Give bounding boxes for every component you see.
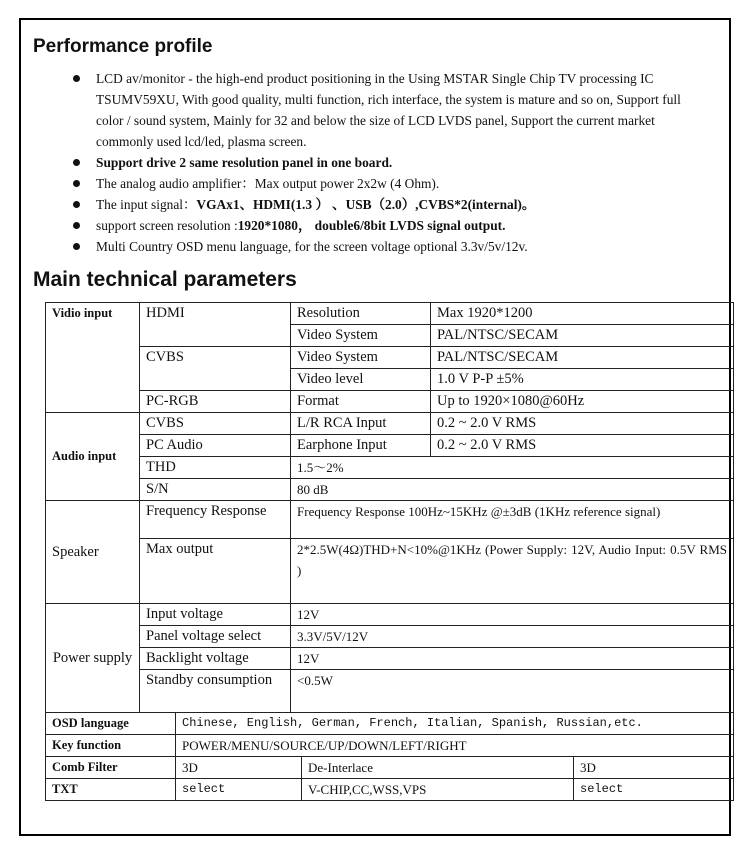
video-input-label: Vidio input <box>46 303 140 413</box>
bullet-icon <box>73 180 80 187</box>
table-row: Comb Filter 3D De-Interlace 3D <box>46 757 734 779</box>
list-item: Support drive 2 same resolution panel in one board. <box>68 152 708 173</box>
bullet-icon <box>73 75 80 82</box>
power-supply-label: Power supply <box>46 604 140 713</box>
table-row: THD 1.5～2% <box>46 457 734 479</box>
bullet-icon <box>73 222 80 229</box>
bullet-icon <box>73 159 80 166</box>
table-row: Video System PAL/NTSC/SECAM <box>46 325 734 347</box>
table-row: Max output 2*2.5W(4Ω)THD+N<10%@1KHz (Power Supply: 12V, Audio Input: 0.5V RMS ) <box>46 539 734 604</box>
technical-title: Main technical parameters <box>33 268 297 291</box>
table-row: Video level 1.0 V P-P ±5% <box>46 369 734 391</box>
performance-list <box>68 68 708 257</box>
key-function-label: Key function <box>46 735 176 757</box>
comb-filter-label: Comb Filter <box>46 757 176 779</box>
table-row: Power supply Input voltage 12V <box>46 604 734 626</box>
table-row: Panel voltage select 3.3V/5V/12V <box>46 626 734 648</box>
list-item: The analog audio amplifier：Max output power 2x2w (4 Ohm). <box>68 173 708 194</box>
txt-label: TXT <box>46 779 176 801</box>
osd-language-label: OSD language <box>46 713 176 735</box>
list-item: LCD av/monitor - the high-end product positioning in the Using MSTAR Single Chip TV processing IC TSUMV59XU, With good quality, multi function, rich interface, the system is mature and so on, Support full color / sound system, Mainly for 32 and below the size of LCD LVDS panel, Support the current market commonly used lcd/led, plasma screen. <box>68 68 708 152</box>
table-row: TXT select V-CHIP,CC,WSS,VPS select <box>46 779 734 801</box>
table-row: Backlight voltage 12V <box>46 648 734 670</box>
table-row: CVBS Video System PAL/NTSC/SECAM <box>46 347 734 369</box>
list-item: Multi Country OSD menu language, for the screen voltage optional 3.3v/5v/12v. <box>68 236 708 257</box>
bullet-icon <box>73 243 80 250</box>
table-row: Key function POWER/MENU/SOURCE/UP/DOWN/LEFT/RIGHT <box>46 735 734 757</box>
spec-table <box>45 302 734 801</box>
bullet-icon <box>73 201 80 208</box>
speaker-label: Speaker <box>46 501 140 604</box>
table-row: Standby consumption <0.5W <box>46 670 734 713</box>
list-item: support screen resolution :1920*1080， double6/8bit LVDS signal output. <box>68 215 708 236</box>
list-item: The input signal：VGAx1、HDMI(1.3 ） 、USB（2.0）,CVBS*2(internal)。 <box>68 194 708 215</box>
performance-title: Performance profile <box>33 36 213 57</box>
audio-input-label: Audio input <box>46 413 140 501</box>
table-row: Audio input CVBS L/R RCA Input 0.2 ~ 2.0 V RMS <box>46 413 734 435</box>
table-row: OSD language Chinese, English, German, French, Italian, Spanish, Russian,etc. <box>46 713 734 735</box>
table-row: Vidio input HDMI Resolution Max 1920*1200 <box>46 303 734 325</box>
table-row: Speaker Frequency Response Frequency Response 100Hz~15KHz @±3dB (1KHz reference signal) <box>46 501 734 539</box>
table-row: PC Audio Earphone Input 0.2 ~ 2.0 V RMS <box>46 435 734 457</box>
table-row: S/N 80 dB <box>46 479 734 501</box>
table-row: PC-RGB Format Up to 1920×1080@60Hz <box>46 391 734 413</box>
